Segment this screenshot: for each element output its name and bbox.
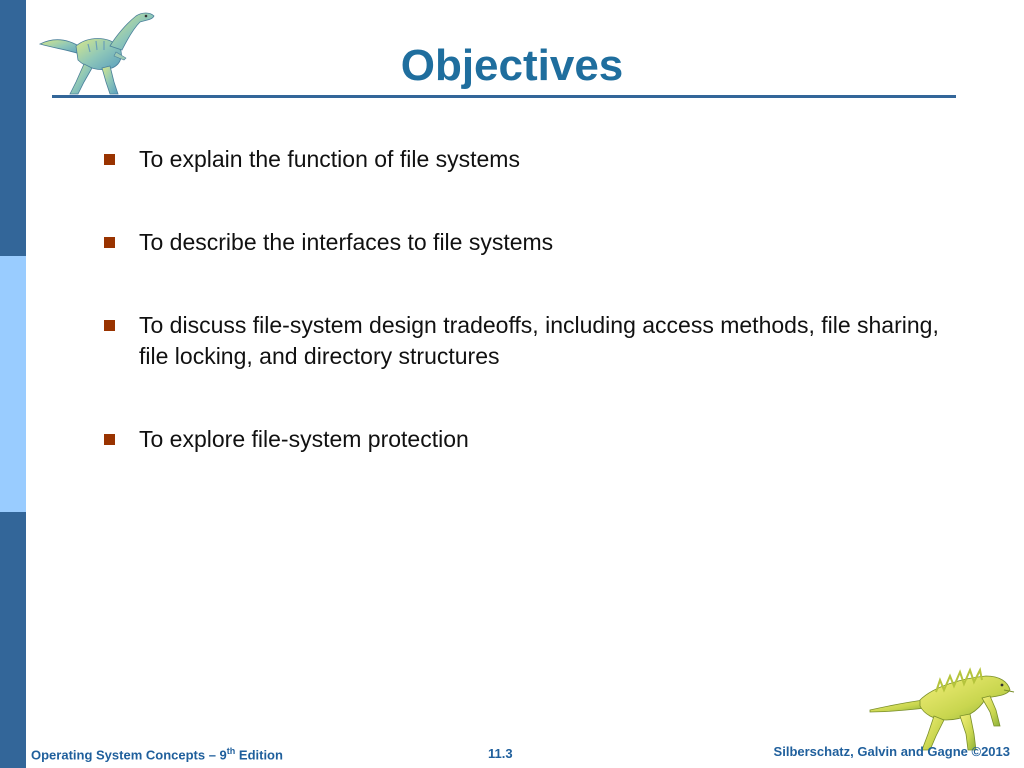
sidebar-band-bottom [0,512,26,768]
bullet-text: To explore file-system protection [139,426,469,452]
slide-title: Objectives [400,41,624,90]
bullet-text: To describe the interfaces to file systems [139,229,554,255]
bullet-item [104,227,964,258]
bullet-item [104,424,964,455]
title-divider [52,95,956,98]
footer-book-title-edition: Edition [235,747,283,763]
footer-book-title [31,746,283,762]
sidebar-band-top [0,0,26,256]
square-bullet-icon [104,434,115,445]
bullet-item [104,310,964,372]
bullet-text: To explain the function of file systems [139,146,520,172]
dinosaur-icon [868,656,1018,756]
square-bullet-icon [104,320,115,331]
square-bullet-icon [104,154,115,165]
square-bullet-icon [104,237,115,248]
footer-slide-number: 11.3 [488,746,513,761]
bullet-item [104,144,964,175]
bullet-text: To discuss file-system design tradeoffs, including access methods, file sharing, file locking, and directory structures [139,312,939,369]
footer-copyright: Silberschatz, Galvin and Gagne ©2013 [773,744,1010,759]
sidebar-band-middle [0,256,26,512]
footer-book-title-main: Operating System Concepts – 9 [31,747,227,763]
footer-ordinal-suffix: th [226,746,236,756]
bullet-list [104,144,964,507]
